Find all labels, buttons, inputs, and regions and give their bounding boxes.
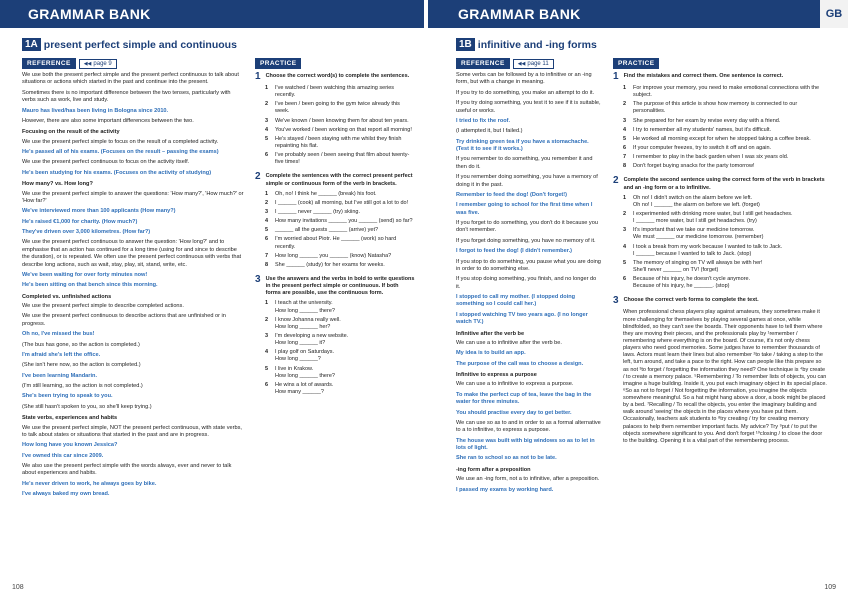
item-text: I'm worried about Piotr. He ______ (work) so hard recently. [275, 236, 398, 250]
reference-label: REFERENCE [22, 58, 76, 69]
item-text: The purpose of this article is show how memory is connected to our personalities. [633, 101, 799, 115]
paragraph: We can use so as to and in order to as a formal alternative to a to infinitive, to express a purpose. [456, 419, 601, 434]
paragraph: If you remember doing something, you have a memory of doing it in the past. [456, 174, 598, 188]
subheading: -ing form after a preposition [456, 466, 531, 473]
section-1a-title [22, 38, 237, 51]
exercise [255, 72, 415, 166]
header-left [0, 0, 424, 28]
subheading: Infinitive to express a purpose [456, 372, 537, 378]
item-number: 5 [265, 227, 269, 234]
item-text: We've known / been knowing them for about ten years. [275, 117, 409, 124]
exercise-item[interactable] [623, 276, 827, 290]
exercise-item[interactable] [265, 118, 415, 125]
reference-bar-1a [22, 58, 117, 69]
example-sentence: You should practise every day to get better. [456, 409, 572, 416]
item-number: 6 [265, 152, 269, 159]
example-sentence: He's been studying for his exams. (Focuses on the activity of studying) [22, 169, 212, 176]
item-number: 6 [265, 381, 269, 388]
exercise-item[interactable] [265, 136, 415, 150]
gb-tab[interactable]: GB [820, 0, 848, 28]
item-text: I live in Krakow. How long ______ there? [275, 365, 335, 379]
exercise-item[interactable] [623, 260, 827, 274]
exercise-instruction: Complete the second sentence using the correct form of the verb in brackets and an -ing form or a to infinitive. [623, 177, 825, 191]
page-link-label: page 11 [527, 60, 549, 67]
exercise-instruction: Choose the correct verb forms to complete the text. [623, 297, 759, 304]
item-text: I ______ never ______ (try) skiing. [275, 208, 360, 215]
paragraph: Sometimes there is no important difference between the two tenses, particularly with verbs such as work, live and study. [22, 89, 231, 104]
example-sentence: I passed my exams by working hard. [456, 486, 554, 493]
item-text: ______ all the guests ______ (arrive) yet? [275, 227, 379, 234]
subheading: Focusing on the result of the activity [22, 129, 120, 136]
exercise-item[interactable] [623, 85, 827, 99]
item-text: I took a break from my work because I wanted to talk to Jack. I ______ because I wanted to talk to Jack. (stop) [633, 243, 783, 257]
item-number: 2 [265, 316, 269, 323]
section-1b-title [456, 38, 597, 51]
item-number: 3 [623, 227, 627, 234]
item-text: Because of his injury, he doesn't cycle anymore. Because of his injury, he ______. (stop) [633, 276, 751, 290]
practice-label-1a: PRACTICE [255, 58, 301, 69]
item-text: She ______ (study) for her exams for weeks. [275, 261, 385, 268]
example-sentence: The purpose of the call was to choose a design. [456, 360, 584, 367]
item-number: 6 [265, 236, 269, 243]
subheading: Infinitive after the verb be [456, 330, 525, 337]
example-sentence: I've been learning Mandarin. [22, 372, 97, 379]
example-sentence: I've always baked my own bread. [22, 491, 110, 498]
exercise-header [613, 296, 827, 306]
example-sentence: He's never driven to work, he always goes by bike. [22, 480, 157, 487]
exercise [613, 176, 827, 290]
exercise-item[interactable] [623, 195, 827, 209]
item-number: 4 [265, 126, 269, 133]
item-text: Don't forget buying snacks for the party tomorrow! [633, 163, 755, 170]
paragraph: (I attempted it, but I failed.) [456, 128, 523, 135]
exercise-instruction: Find the mistakes and correct them. One sentence is correct. [623, 73, 784, 79]
paragraph: We use the present perfect simple to describe completed actions. [22, 303, 184, 309]
item-text: How many invitations ______ you ______ (send) so far? [275, 218, 413, 225]
paragraph: We use the present perfect continuous to focus on the activity itself. [22, 159, 190, 166]
item-text: The memory of singing on TV will always be with her! She'll never ______ on TV! (forget) [633, 259, 763, 273]
exercise-number: 3 [613, 295, 619, 307]
exercise-item[interactable] [265, 227, 415, 234]
paragraph: (The bus has gone, so the action is completed.) [22, 341, 140, 348]
paragraph: Some verbs can be followed by a to infinitive or an -ing form, but with a change in meaning. [456, 72, 592, 86]
item-number: 5 [265, 365, 269, 372]
exercise-instruction: Choose the correct word(s) to complete the sentences. [265, 73, 410, 79]
example-sentence: The house was built with big windows so as to let in lots of light. [456, 437, 595, 451]
item-text: I've been / been going to the gym twice already this week. [275, 101, 402, 115]
item-number: 1 [265, 300, 269, 307]
page-link-label: page 9 [93, 60, 112, 67]
paragraph: We can use a to infinitive to express a purpose. [456, 381, 574, 388]
example-sentence: I stopped to call my mother. (I stopped doing something so I could call her.) [456, 294, 576, 308]
example-sentence: She's been trying to speak to you. [22, 393, 113, 400]
paragraph: We also use the present perfect simple with the words always, ever and never to talk about experiences and habits. [22, 463, 232, 477]
paragraph: If you try to do something, you make an attempt to do it. [456, 89, 595, 96]
example-sentence: He's passed all of his exams. (Focuses on the result – passing the exams) [22, 149, 219, 155]
header-right [428, 0, 848, 28]
exercise-item[interactable] [265, 262, 415, 269]
exercise-item[interactable] [623, 136, 827, 143]
exercise-item[interactable] [265, 366, 415, 380]
example-sentence: He's been sitting on that bench since this morning. [22, 282, 158, 289]
item-text: You've worked / been working on that report all morning! [275, 126, 412, 133]
item-number: 2 [623, 101, 627, 108]
exercise-item[interactable] [265, 152, 415, 166]
paragraph: If you stop doing something, you finish, and no longer do it. [456, 276, 597, 290]
item-number: 1 [623, 194, 627, 201]
item-text: I try to remember all my students' names, but it's difficult. [633, 126, 772, 133]
item-number: 5 [623, 259, 627, 266]
exercise-item[interactable] [265, 200, 415, 207]
item-text: I play golf on Saturdays. How long ______? [275, 349, 335, 363]
example-sentence: I remember going to school for the first time when I was five. [456, 202, 593, 216]
item-number: 5 [265, 135, 269, 142]
example-sentence: How long have you known Jessica? [22, 442, 118, 449]
reference-bar-1b [456, 58, 554, 69]
item-text: I remember to play in the back garden when I was six years old. [633, 154, 789, 161]
paragraph: If you stop to do something, you pause what you are doing in order to do something else. [456, 258, 601, 272]
section-heading: infinitive and -ing forms [477, 38, 597, 51]
item-text: I teach at the university. How long ______ there? [275, 300, 335, 314]
item-number: 7 [265, 252, 269, 259]
exercise-number: 2 [255, 171, 261, 183]
item-text: I've watched / been watching this amazing series recently. [275, 85, 396, 99]
exercise-item[interactable] [265, 101, 415, 115]
item-number: 1 [265, 190, 269, 197]
item-number: 1 [265, 85, 269, 91]
section-code: 1B [456, 38, 475, 51]
exercise-number: 2 [613, 175, 619, 187]
exercise [255, 172, 415, 269]
exercise-item[interactable] [265, 382, 415, 396]
item-number: 3 [265, 117, 269, 124]
page-link-11[interactable] [513, 59, 554, 69]
item-text: I'm developing a new website. How long ______ it? [275, 332, 349, 347]
exercise-item[interactable] [265, 209, 415, 216]
reference-label: REFERENCE [456, 58, 510, 69]
exercise-header [613, 72, 827, 82]
paragraph: We use the present perfect simple to answer the questions: 'How many?', 'How much?' or 'How far?' [22, 190, 244, 204]
example-sentence: Mauro has lived/has been living in Bologna since 2010. [22, 107, 169, 114]
paragraph: If you try doing something, you test it to see if it is suitable, useful or works. [456, 100, 601, 114]
exercise-item[interactable] [265, 317, 415, 331]
item-number: 4 [265, 218, 269, 225]
item-number: 4 [623, 126, 627, 133]
example-sentence: I forgot to feed the dog! (I didn't remember.) [456, 248, 572, 255]
exercise-item[interactable] [623, 145, 827, 152]
paragraph: We use both the present perfect simple and the present perfect continuous to talk about situations or actions which started in the past and continue into the present. [22, 72, 239, 86]
example-sentence: She ran to school so as not to be late. [456, 455, 557, 462]
subheading: State verbs, experiences and habits [22, 415, 118, 422]
paragraph: If you forget to do something, you don't do it because you don't remember. [456, 220, 598, 234]
exercise-number: 1 [255, 71, 261, 82]
exercise-item[interactable] [265, 85, 415, 99]
item-text: How long ______ you ______ (know) Natasha? [275, 252, 392, 259]
subheading: How many? vs. How long? [22, 181, 93, 188]
paragraph: We use an -ing form, not a to infinitive, after a preposition. [456, 476, 600, 483]
example-sentence: Oh no, I've missed the bus! [22, 331, 95, 338]
rewind-icon: ◀◀ [517, 60, 526, 67]
exercise-item[interactable] [623, 227, 827, 241]
practice-exercises-1b [613, 72, 827, 451]
exercise-item[interactable] [623, 101, 827, 115]
exercise-header [255, 72, 415, 82]
exercise-instruction: Complete the sentences with the correct present perfect simple or continuous form of the verb in brackets. [265, 173, 413, 187]
example-sentence: He's raised €1,000 for charity. (How much?) [22, 218, 138, 225]
rewind-icon: ◀◀ [83, 60, 92, 67]
example-sentence: I stopped watching TV two years ago. (I no longer watch TV.) [456, 311, 588, 326]
example-sentence: To make the perfect cup of tea, leave the bag in the water for three minutes. [456, 391, 592, 406]
exercise-header [255, 172, 415, 187]
exercise-number: 3 [255, 273, 261, 285]
paragraph: We use the present perfect continuous to describe actions that are unfinished or in progress. [22, 313, 226, 327]
subheading: Completed vs. unfinished actions [22, 293, 112, 300]
item-text: I ______ (cook) all morning, but I've still got a lot to do! [275, 199, 409, 206]
example-sentence: I'm afraid she's left the office. [22, 351, 101, 358]
exercise-header [613, 176, 827, 191]
exercise-item[interactable] [265, 191, 415, 198]
example-sentence: They've driven over 3,000 kilometres. (How far?) [22, 229, 151, 235]
item-number: 2 [623, 210, 627, 217]
item-number: 2 [265, 199, 269, 206]
practice-label-1b: PRACTICE [613, 58, 659, 69]
item-text: Oh, no! I think he ______ (break) his foot. [275, 190, 377, 197]
exercise-item[interactable] [623, 211, 827, 225]
example-sentence: I've owned this car since 2009. [22, 452, 104, 459]
exercise-number: 1 [613, 71, 619, 82]
item-number: 8 [265, 261, 269, 268]
paragraph: We use the present perfect simple to focus on the result of a completed activity. [22, 138, 219, 145]
section-heading: present perfect simple and continuous [43, 38, 237, 51]
paragraph: If you forget doing something, you have no memory of it. [456, 237, 596, 244]
item-text: He's stayed / been staying with me whilst they finish repainting his flat. [275, 135, 403, 149]
paragraph: (She still hasn't spoken to you, so she'll keep trying.) [22, 403, 152, 410]
exercise-instruction: Use the answers and the verbs in bold to write questions in the present perfect simple or continuous. If both forms are possible, use the continuous form. [265, 275, 415, 297]
exercise [613, 72, 827, 170]
item-number: 2 [265, 101, 269, 108]
item-text: It's important that we take our medicine tomorrow. We must ______ our medicine tomorrow. (remember) [633, 227, 764, 241]
item-number: 3 [265, 208, 269, 215]
paragraph: (She isn't here now, so the action is completed.) [22, 362, 141, 369]
page-number-right: 109 [824, 584, 836, 591]
exercise-item[interactable] [265, 127, 415, 134]
item-number: 5 [623, 135, 627, 142]
item-text: He worked all morning except for when he stopped taking a coffee break. [633, 135, 811, 142]
exercise [255, 275, 415, 396]
page-title-right: GRAMMAR BANK [458, 6, 581, 22]
item-text: I know Johanna really well. How long ______ her? [275, 316, 341, 330]
item-text: Oh no! I didn't switch on the alarm before we left. Oh no! I ______ the alarm on before we left. (forget) [633, 194, 760, 208]
example-sentence: Remember to feed the dog! (Don't forget!) [456, 191, 568, 198]
item-number: 3 [265, 332, 269, 339]
exercise-text: When professional chess players play against amateurs, they sometimes make it more challenging for themselves by playing several games at once, while blindfolded, so they can't see the boards. Their opponents have to tell them where they are moving their pieces, and the professionals play by ¹remember / remembering where everything is on the board. Of course, it's not only chess players who need good memories. Some judges have to remember thousands of laws. Actors must learn their lines but also remember ²to take / taking a step to the left, turn around, and take a pace to the right. How can people like this prepare so as not ³to forget / forgetting the information they need? One technique is ⁴by create / to create a memory palace. ⁵Remembering / To remember lists of objects, you can imagine a huge building. Inside it, you put each imaginary object in its special place. ⁶So as not to forget / Not forgetting the information, you imagine the objects somewhere meaningful. So a hat might hang above a door, a book might be placed by a bed. ⁷Recalling / To recall the objects, you enter the imaginary building and walk around 'seeing' the objects in the places where you have put them. Occasionally, teachers ask students to ⁸try creating / try for creating memory palaces to help them remember important facts. My advice? Try ⁹put / to put the objects somewhere significant to you. And don't forget ¹⁰closing / to close the door to the building. Opening it is a vital part of the remembering process. [623, 309, 827, 444]
paragraph: We can use a to infinitive after the verb be. [456, 339, 562, 346]
paragraph: However, there are also some important differences between the two. [22, 117, 194, 124]
item-text: She prepared for her exam by revise every day with a friend. [633, 117, 781, 124]
exercise-item[interactable] [623, 127, 827, 134]
item-number: 6 [623, 144, 627, 151]
exercise-item[interactable] [265, 218, 415, 225]
exercise-item[interactable] [265, 253, 415, 260]
exercise [613, 296, 827, 445]
item-text: If your computer freezes, try to switch it off and on again. [633, 144, 772, 151]
example-sentence: Try drinking green tea if you have a stomachache. (Test it to see if it works.) [456, 138, 589, 152]
paragraph: If you remember to do something, you remember it and then do it. [456, 156, 593, 170]
example-sentence: I tried to fix the roof. [456, 117, 511, 124]
page-number-left: 108 [12, 584, 24, 591]
item-number: 7 [623, 154, 627, 161]
practice-exercises-1a [255, 72, 415, 402]
item-number: 1 [623, 85, 627, 91]
item-text: I experimented with drinking more water, but I still get headaches. I ______ more water, but I still get headaches. (try) [633, 210, 793, 225]
item-number: 4 [265, 349, 269, 356]
section-code: 1A [22, 38, 41, 51]
item-number: 4 [623, 243, 627, 250]
example-sentence: We've been waiting for over forty minutes now! [22, 271, 148, 278]
exercise-item[interactable] [623, 244, 827, 258]
item-number: 6 [623, 276, 627, 283]
exercise-item[interactable] [265, 300, 415, 314]
item-number: 3 [623, 117, 627, 124]
reference-text-1a [22, 72, 244, 502]
exercise-header [255, 275, 415, 297]
exercise-item[interactable] [265, 333, 415, 347]
item-text: For improve your memory, you need to make emotional connections with the subject. [633, 85, 821, 99]
paragraph: We use the present perfect simple, NOT the present perfect continuous, with state verbs, to talk about states or situations that started in the past and are in progress. [22, 424, 242, 438]
exercise-item[interactable] [623, 163, 827, 170]
exercise-item[interactable] [623, 118, 827, 125]
page-title-left: GRAMMAR BANK [28, 6, 151, 22]
paragraph: We use the present perfect continuous to answer the question: 'How long?' and to emphasise that an action has continued for a long time (using for and since to describe the duration), or is repeated. We often use the present perfect continuous with verbs that describe long actions, such as wait, stay, play, sit, stand, write, etc. [22, 239, 242, 268]
exercise-item[interactable] [265, 236, 415, 250]
item-number: 8 [623, 163, 627, 170]
item-text: I've probably seen / been seeing that film about twenty-five times! [275, 152, 410, 166]
exercise-item[interactable] [265, 349, 415, 363]
example-sentence: We've interviewed more than 100 applicants (How many?) [22, 208, 176, 215]
page-link-9[interactable] [79, 59, 117, 69]
example-sentence: My idea is to build an app. [456, 350, 526, 357]
item-text: He wins a lot of awards. How many ______? [275, 381, 334, 395]
exercise-item[interactable] [623, 154, 827, 161]
reference-text-1b [456, 72, 602, 497]
paragraph: (I'm still learning, so the action is not completed.) [22, 383, 143, 389]
